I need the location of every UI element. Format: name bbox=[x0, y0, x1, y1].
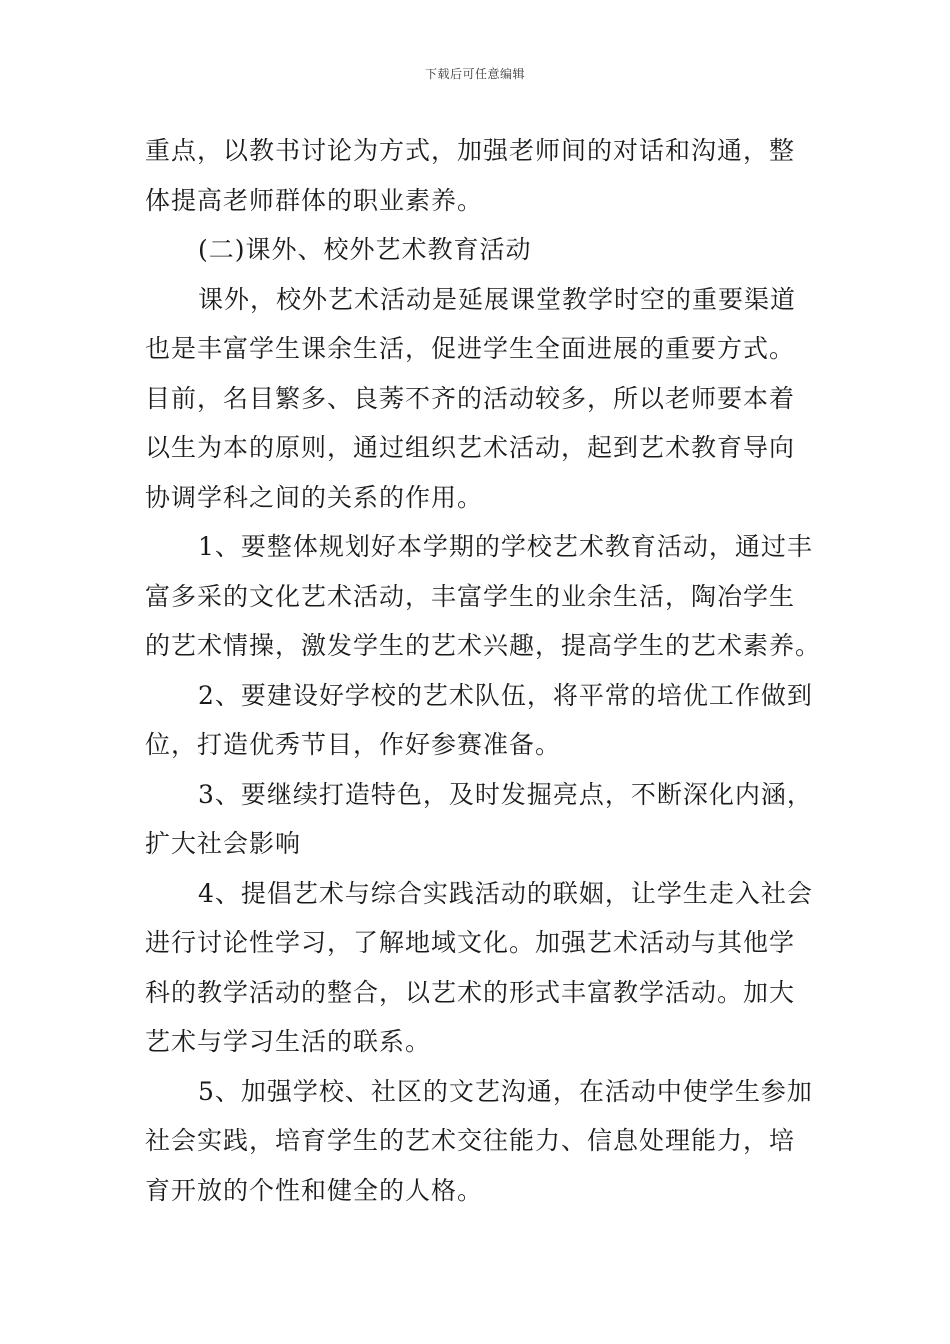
text-line: 协调学科之间的关系的作用。 bbox=[145, 482, 484, 512]
text-line: 的艺术情操，激发学生的艺术兴趣，提高学生的艺术素养。 bbox=[145, 631, 822, 660]
document-body bbox=[145, 126, 822, 1215]
text-line: 体提高老师群体的职业素养。 bbox=[145, 185, 484, 215]
section-heading: (二)课外、校外艺术教育活动 bbox=[198, 235, 532, 264]
page-header: 下载后可任意编辑 bbox=[424, 67, 525, 81]
text-line: 也是丰富学生课余生活，促进学生全面进展的重要方式。 bbox=[145, 334, 796, 363]
list-item-5: 5、加强学校、社区的文艺沟通，在活动中使学生参加 bbox=[198, 1076, 813, 1106]
list-item-4: 4、提倡艺术与综合实践活动的联姻，让学生走入社会 bbox=[198, 878, 813, 908]
text-line: 位，打造优秀节目，作好参赛准备。 bbox=[145, 730, 562, 759]
text-line: 以生为本的原则，通过组织艺术活动，起到艺术教育导向 bbox=[145, 433, 796, 462]
text-line: 社会实践，培育学生的艺术交往能力、信息处理能力，培 bbox=[145, 1126, 796, 1155]
text-line: 进行讨论性学习，了解地域文化。加强艺术活动与其他学 bbox=[145, 928, 796, 957]
paragraph-start: 课外，校外艺术活动是延展课堂教学时空的重要渠道 bbox=[198, 284, 797, 314]
text-line: 艺术与学习生活的联系。 bbox=[145, 1027, 432, 1056]
text-line: 目前，名目繁多、良莠不齐的活动较多，所以老师要本着 bbox=[145, 383, 796, 413]
text-line: 富多采的文化艺术活动，丰富学生的业余生活，陶冶学生 bbox=[145, 581, 796, 611]
text-line: 科的教学活动的整合，以艺术的形式丰富教学活动。加大 bbox=[145, 977, 796, 1007]
list-item-3: 3、要继续打造特色，及时发掘亮点，不断深化内涵， bbox=[198, 779, 813, 809]
text-line: 扩大社会影响 bbox=[145, 829, 302, 858]
list-item-2: 2、要建设好学校的艺术队伍，将平常的培优工作做到 bbox=[198, 680, 813, 710]
text-line: 育开放的个性和健全的人格。 bbox=[145, 1175, 484, 1205]
list-item-1: 1、要整体规划好本学期的学校艺术教育活动，通过丰 bbox=[198, 532, 813, 561]
text-line: 重点，以教书讨论为方式，加强老师间的对话和沟通，整 bbox=[145, 136, 796, 165]
